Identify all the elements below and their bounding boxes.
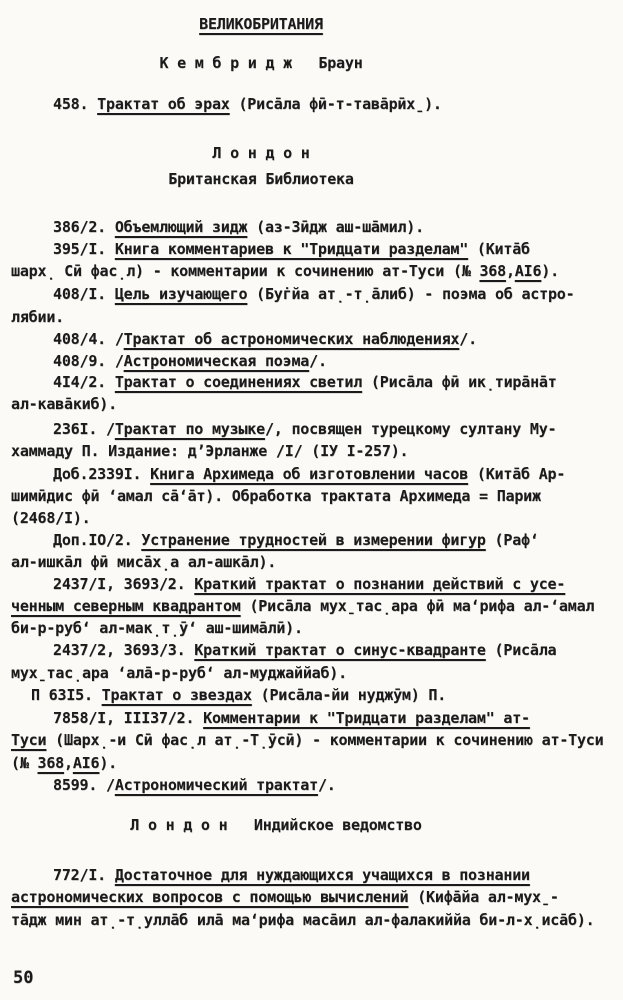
underlined-text: Достаточное для нуждающихся учащихся в познании	[114, 866, 530, 884]
underlined-text: Трактат об эрах	[97, 95, 230, 113]
text-segment: (Риса̄ла фӣ ик̣тира̄на̄т	[362, 373, 557, 391]
text-line	[53, 329, 477, 349]
text-segment: (Кифа̄йа ал-мух̱-	[408, 888, 559, 906]
text-segment: та̄дж мин ат̣-т̣улла̄б ила̄ маʻрифа маса̄ил ал-фалакиййа би-л-х̣иса̄б).	[11, 911, 595, 929]
text-segment: (аз-Зӣдж аш-ша̄мил).	[247, 218, 424, 236]
text-segment: ал-ишка̄л фӣ миса̄х̣а ал-ашка̄л).	[11, 553, 277, 571]
text-segment: /, посвящен турецкому султану Му-	[264, 420, 557, 438]
text-segment: шимӣдис фӣ ʻамал са̄ʻа̄т). Обработка трактата Архимеда = Париж	[11, 487, 541, 505]
text-line	[11, 753, 117, 773]
text-segment: 2437/2, 3693/3.	[53, 641, 195, 659]
text-segment: (Буг̇йа ат̣-т̣а̄либ) - поэма об астро-	[247, 285, 575, 303]
text-segment: хаммаду П. Издание: д’Эрланже /I/ (IУ I-257).	[11, 442, 409, 460]
text-segment: 772/I.	[53, 866, 115, 884]
text-segment: шарх̣ Сӣ фас̣л) - комментарии к сочинению ат-Туси (№	[11, 262, 480, 280]
text-segment: К е м б р и д ж Браун	[159, 54, 363, 72]
underlined-text: Комментарии к "Тридцати разделам" ат-	[203, 709, 530, 727]
text-line	[11, 730, 603, 750]
text-line	[53, 865, 530, 885]
text-line	[11, 486, 541, 506]
text-segment: (Риса̄ла	[485, 641, 557, 659]
text-segment: мух̱тас̣ара ʻала̄-р-рубʻ ал-муджаййаб).	[11, 664, 347, 682]
underlined-text: Астрономический трактат	[114, 776, 318, 794]
text-line	[53, 351, 327, 371]
text-line	[11, 552, 276, 572]
text-segment: ).	[541, 262, 559, 280]
text-segment: (Риса̄ла фӣ-т-тава̄рӣх̱).	[229, 95, 442, 113]
text-segment: Доп.IO/2.	[53, 531, 142, 549]
underlined-text: Трактат по музыке	[114, 420, 265, 438]
underlined-text: Книга Архимеда об изготовлении часов	[150, 465, 469, 483]
text-segment: (Рафʻ	[485, 531, 539, 549]
text-segment: (Риса̄ла-йи нуджӯм) П.	[251, 686, 447, 704]
text-segment: 386/2.	[53, 218, 115, 236]
text-line	[53, 372, 557, 392]
text-line	[53, 775, 336, 795]
text-segment: 408/I.	[53, 285, 115, 303]
text-segment: Доб.2339I.	[53, 465, 151, 483]
text-segment: 2437/I, 3693/2.	[53, 575, 195, 593]
text-segment: ,	[64, 754, 73, 772]
text-line	[53, 284, 574, 304]
underlined-text: Объемлющий зидж	[114, 218, 248, 236]
underlined-text: Цель изучающего	[114, 285, 248, 303]
text-segment: (Риса̄ла мух̱тас̣ара фӣ маʻрифа ал-ʻамал	[240, 597, 595, 615]
text-line	[0, 169, 522, 189]
text-line	[53, 94, 442, 114]
text-line	[11, 887, 559, 907]
text-line	[31, 685, 446, 705]
text-segment: (Шарх̣-и Сӣ фас̣л ат̣-Т̣ӯсӣ) - комментарии к сочинению ат-Туси	[46, 731, 604, 749]
text-line	[11, 663, 347, 683]
text-segment: би-р-рубʻ ал-мак̣т̣ӯʻ аш-шима̄лӣ).	[11, 619, 303, 637]
text-segment: лябии.	[11, 308, 64, 326]
text-line	[53, 464, 565, 484]
underlined-text: ВЕЛИКОБРИТАНИЯ	[199, 15, 323, 33]
text-line	[0, 53, 522, 73]
text-segment: 7858/I, III37/2.	[53, 709, 204, 727]
text-segment: /.	[317, 776, 336, 794]
text-segment: ,	[505, 262, 515, 280]
underlined-text: Трактат об астрономических наблюдениях	[123, 330, 460, 348]
text-line	[0, 14, 522, 34]
text-line	[53, 419, 556, 439]
underlined-text: Устранение трудностей в измерении фигур	[141, 531, 486, 549]
text-line	[53, 708, 530, 728]
underlined-text: Трактат о соединениях светил	[114, 373, 363, 391]
underlined-text: АI6	[72, 754, 100, 772]
text-line	[11, 394, 117, 414]
text-segment: /.	[309, 352, 327, 370]
text-line	[53, 640, 556, 660]
text-line	[11, 508, 90, 528]
text-segment: 458.	[53, 95, 98, 113]
text-line	[0, 815, 552, 835]
text-line	[11, 910, 594, 930]
text-segment: 408/4. /	[53, 330, 124, 348]
text-line	[53, 239, 530, 259]
text-segment: (№	[11, 754, 38, 772]
text-segment: 408/9. /	[53, 352, 124, 370]
text-line	[11, 596, 594, 616]
text-segment: 395/I.	[53, 240, 115, 258]
text-segment: Л о н д о н Индийское ведомство	[130, 816, 422, 834]
text-segment: 4I4/2.	[53, 373, 115, 391]
underlined-text: Краткий трактат о познании действий с усе-	[194, 575, 566, 593]
text-line	[0, 143, 522, 163]
underlined-text: Туси	[11, 731, 47, 749]
text-segment: 8599. /	[53, 776, 115, 794]
underlined-text: 368	[479, 262, 506, 280]
text-line	[11, 307, 64, 327]
text-segment: (2468/I).	[11, 509, 91, 527]
text-segment: ал-кава̄киб).	[11, 395, 117, 413]
underlined-text: Трактат о звездах	[101, 686, 252, 704]
underlined-text: 368	[37, 754, 64, 772]
text-line	[11, 441, 408, 461]
text-segment: П 63I5.	[31, 686, 102, 704]
text-line	[11, 261, 559, 281]
text-line	[53, 530, 539, 550]
underlined-text: ченным северным квадрантом	[11, 597, 241, 615]
text-segment: Л о н д о н	[212, 144, 310, 162]
text-segment: /.	[459, 330, 477, 348]
text-line	[53, 574, 565, 594]
text-segment: (Кита̄б Ар-	[468, 465, 566, 483]
text-segment: (Кита̄б	[468, 240, 530, 258]
underlined-text: АI6	[514, 262, 542, 280]
underlined-text: Краткий трактат о синус-квадранте	[194, 641, 486, 659]
text-line	[11, 618, 303, 638]
text-segment: 236I. /	[53, 420, 115, 438]
text-segment: Британская Библиотека	[168, 170, 354, 188]
page-number: 50	[13, 968, 34, 988]
text-line	[53, 217, 424, 237]
underlined-text: Книга комментариев к "Тридцати разделам"	[114, 240, 469, 258]
underlined-text: Астрономическая поэма	[123, 352, 310, 370]
underlined-text: астрономических вопросов с помощью вычислений	[11, 888, 409, 906]
text-segment: ).	[99, 754, 118, 772]
